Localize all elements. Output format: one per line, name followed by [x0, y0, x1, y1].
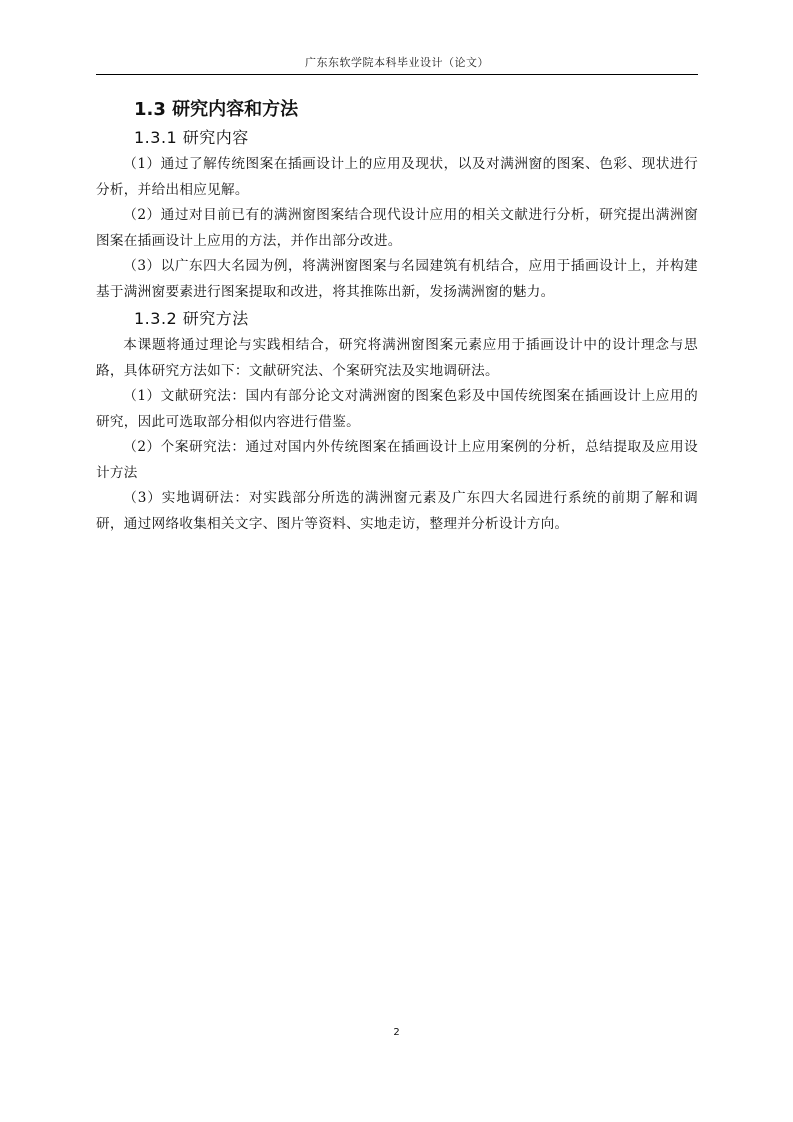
- subsection-title-research-methods: 1.3.2 研究方法: [134, 309, 249, 328]
- paragraph: （2）通过对目前已有的满洲窗图案结合现代设计应用的相关文献进行分析，研究提出满洲窗图案在插画设计上应用的方法，并作出部分改进。: [96, 207, 698, 249]
- paragraph: （3）以广东四大名园为例，将满洲窗图案与名园建筑有机结合，应用于插画设计上，并构建基于满洲窗要素进行图案提取和改进，将其推陈出新，发扬满洲窗的魅力。: [96, 258, 698, 300]
- section-title: 1.3 研究内容和方法: [134, 99, 299, 120]
- paragraph: （2）个案研究法：通过对国内外传统图案在插画设计上应用案例的分析，总结提取及应用设计方法: [96, 439, 698, 481]
- paragraph: （1）通过了解传统图案在插画设计上的应用及现状，以及对满洲窗的图案、色彩、现状进行分析，并给出相应见解。: [96, 156, 698, 198]
- header-divider: [96, 74, 698, 75]
- document-body: [96, 96, 698, 537]
- page-number: 2: [393, 1027, 400, 1038]
- subsection-title-research-content: 1.3.1 研究内容: [134, 128, 249, 147]
- page-header: 广东东软学院本科毕业设计（论文）: [305, 56, 489, 69]
- paragraph: （1）文献研究法：国内有部分论文对满洲窗的图案色彩及中国传统图案在插画设计上应用的研究，因此可选取部分相似内容进行借鉴。: [96, 388, 698, 430]
- paragraph: 本课题将通过理论与实践相结合，研究将满洲窗图案元素应用于插画设计中的设计理念与思路，具体研究方法如下：文献研究法、个案研究法及实地调研法。: [96, 337, 698, 379]
- paragraph: （3）实地调研法：对实践部分所选的满洲窗元素及广东四大名园进行系统的前期了解和调研，通过网络收集相关文字、图片等资料、实地走访，整理并分析设计方向。: [96, 490, 698, 532]
